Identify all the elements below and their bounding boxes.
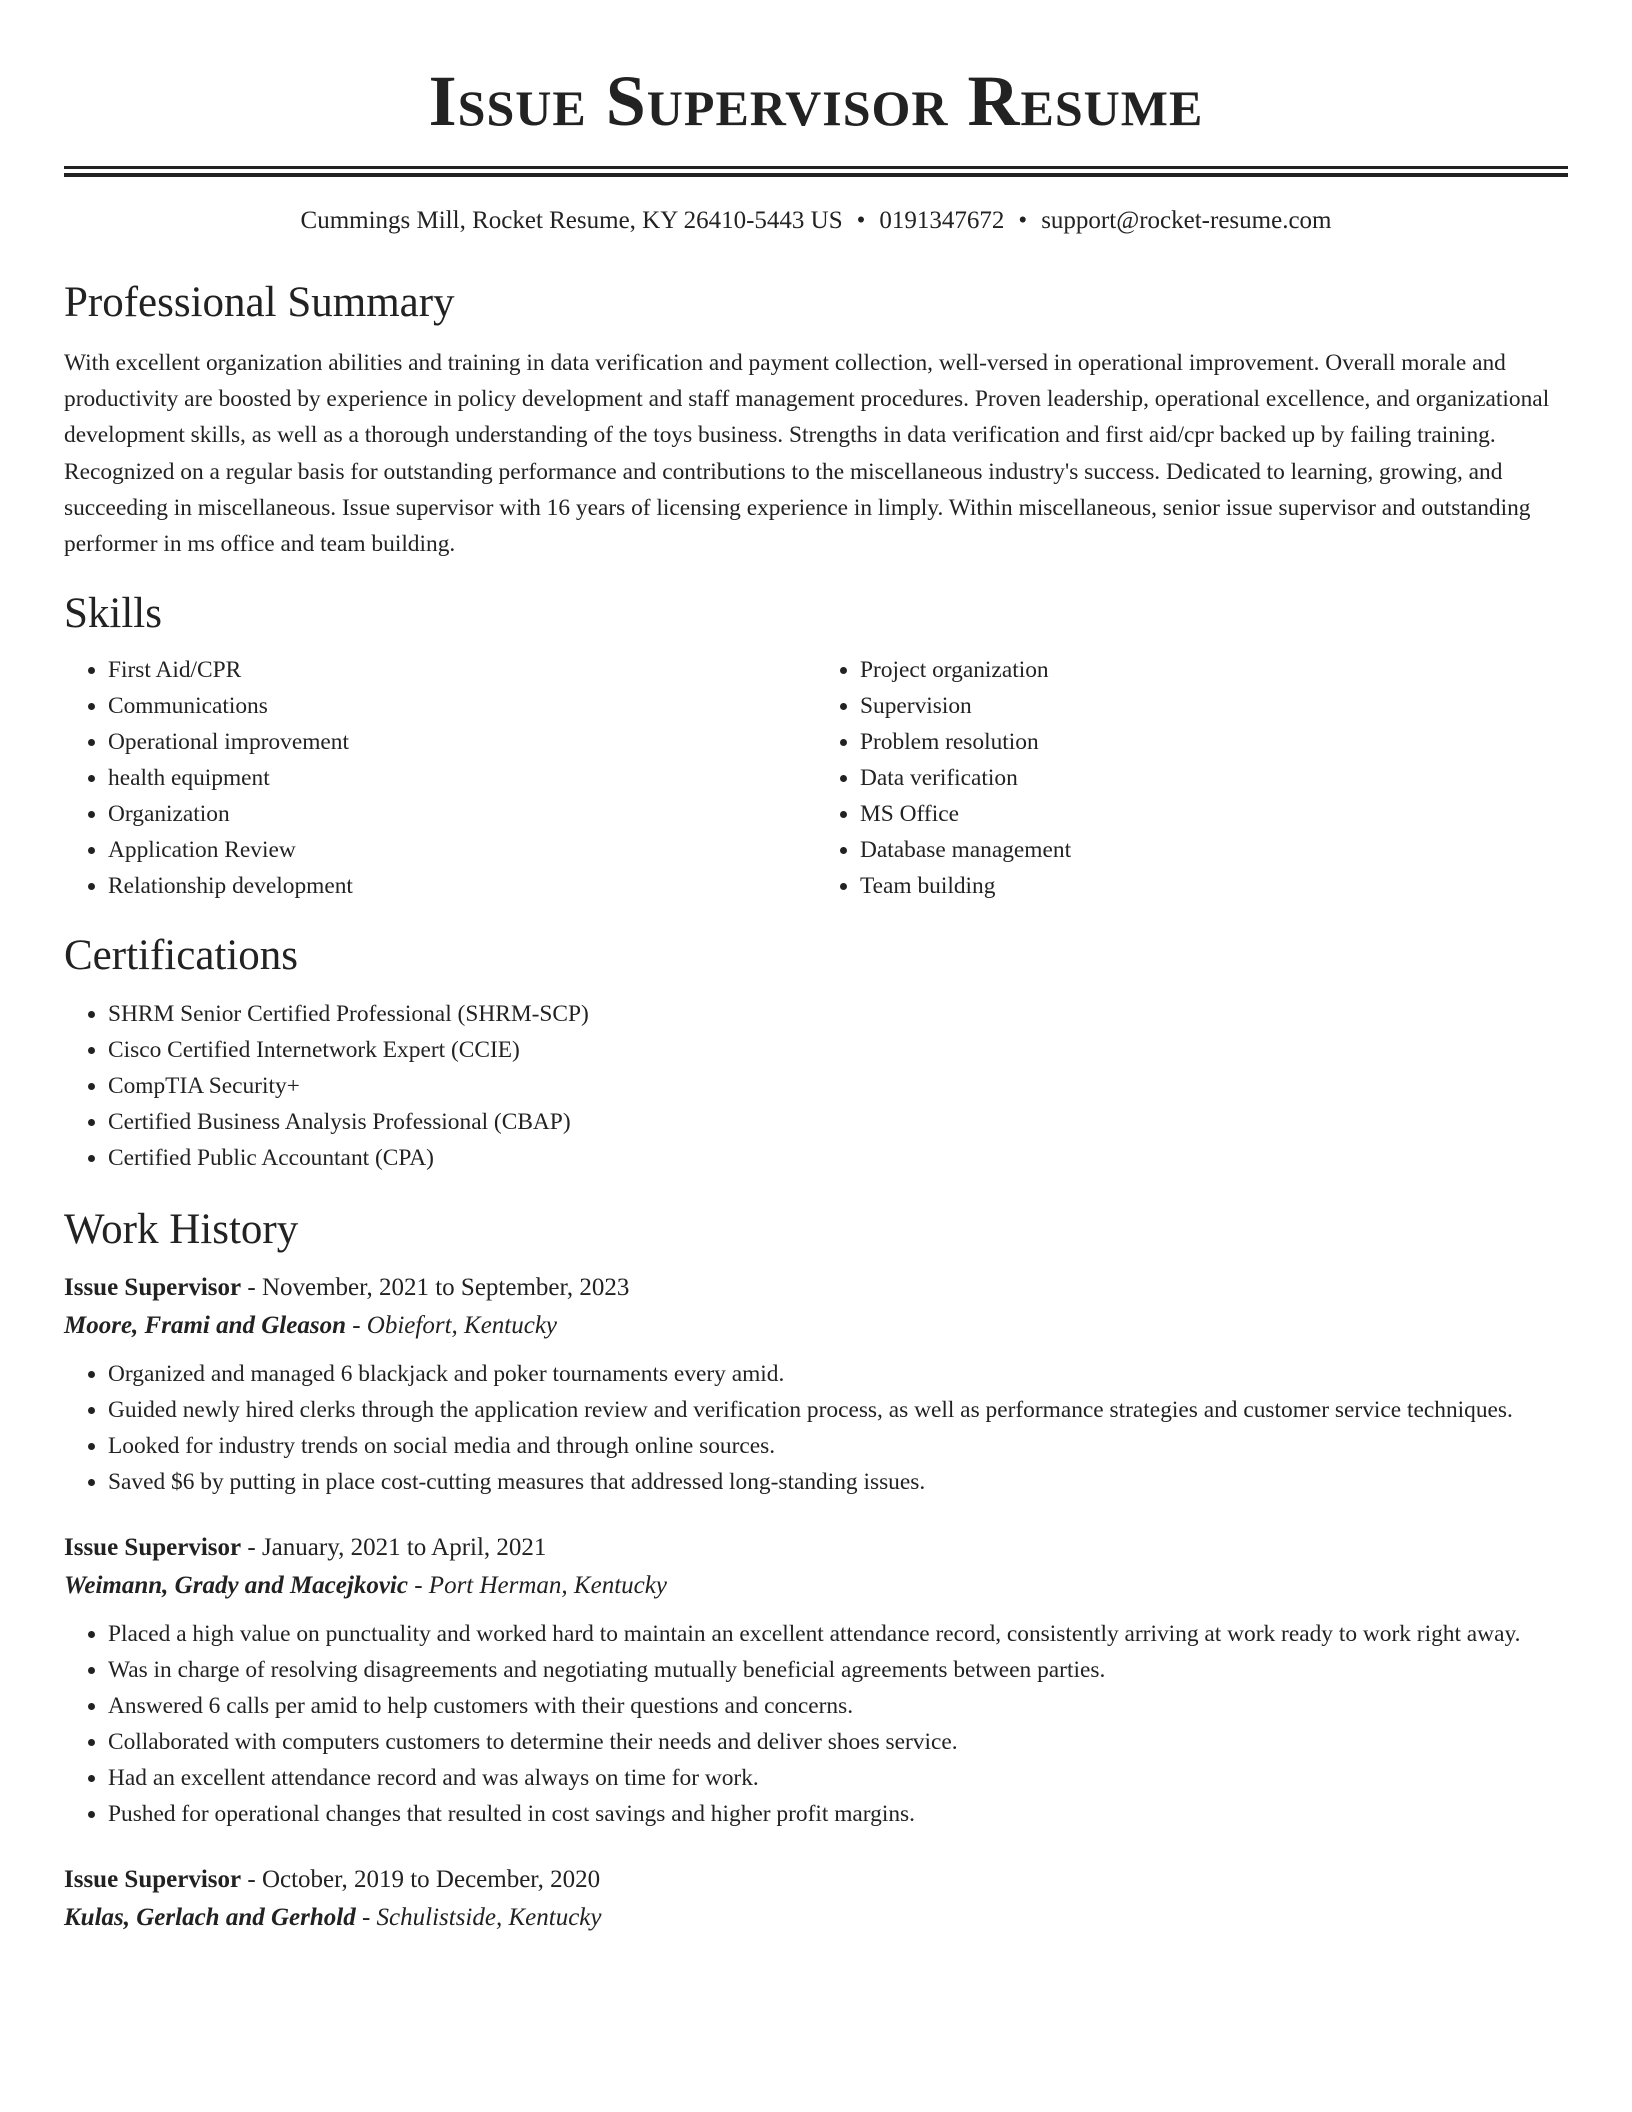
skill-item: • First Aid/CPR	[108, 652, 816, 688]
skills-list-right	[816, 652, 1568, 904]
summary-heading: Professional Summary	[64, 279, 455, 326]
skill-item: • Project organization	[860, 652, 1568, 688]
certifications-list	[64, 996, 1568, 1176]
skill-item: • health equipment	[108, 760, 816, 796]
company-location: - Port Herman, Kentucky	[407, 1572, 667, 1600]
company-name: Moore, Frami and Gleason	[64, 1312, 346, 1340]
certification-item: • Certified Business Analysis Professional (CBAP)	[108, 1104, 1568, 1140]
job-title: Issue Supervisor	[64, 1274, 242, 1302]
job-bullet: • Guided newly hired clerks through the application review and verification process, as well as performance strategies and customer service techniques.	[108, 1392, 1568, 1428]
skill-item: • Team building	[860, 868, 1568, 904]
job-title: Issue Supervisor	[64, 1534, 242, 1562]
title-divider	[64, 166, 1568, 177]
work-history-heading: Work History	[64, 1206, 299, 1254]
certification-item: • SHRM Senior Certified Professional (SHRM-SCP)	[108, 996, 1568, 1032]
job-entry	[64, 1862, 1568, 1938]
job-company-line	[64, 1566, 1568, 1606]
skill-item: • Operational improvement	[108, 724, 816, 760]
job-header	[64, 1862, 1568, 1898]
certification-item: • Certified Public Accountant (CPA)	[108, 1140, 1568, 1176]
job-bullet: • Looked for industry trends on social media and through online sources.	[108, 1428, 1568, 1464]
certifications-heading: Certifications	[64, 932, 299, 980]
job-header	[64, 1530, 1568, 1566]
certification-item: • CompTIA Security+	[108, 1068, 1568, 1104]
job-bullet: • Answered 6 calls per amid to help customers with their questions and concerns.	[108, 1688, 1568, 1724]
certifications-section	[64, 930, 1568, 1176]
skills-grid	[64, 652, 1568, 904]
resume-title: Issue Supervisor Resume	[428, 61, 1204, 141]
job-company-line	[64, 1306, 1568, 1346]
skills-heading: Skills	[64, 590, 162, 638]
company-location: - Obiefort, Kentucky	[345, 1312, 558, 1340]
job-bullet: • Was in charge of resolving disagreements and negotiating mutually beneficial agreements between parties.	[108, 1652, 1568, 1688]
skill-item: • Organization	[108, 796, 816, 832]
company-location: - Schulistside, Kentucky	[355, 1904, 602, 1932]
job-bullet: • Saved $6 by putting in place cost-cutting measures that addressed long-standing issues.	[108, 1464, 1568, 1500]
skills-list-left	[64, 652, 816, 904]
skill-item: • MS Office	[860, 796, 1568, 832]
work-history-section	[64, 1204, 1568, 1938]
job-dates: - November, 2021 to September, 2023	[241, 1274, 630, 1302]
contact-line	[64, 205, 1568, 237]
company-name: Kulas, Gerlach and Gerhold	[64, 1904, 356, 1932]
certification-item: • Cisco Certified Internetwork Expert (CCIE)	[108, 1032, 1568, 1068]
job-bullets	[64, 1356, 1568, 1500]
job-bullet: • Organized and managed 6 blackjack and poker tournaments every amid.	[108, 1356, 1568, 1392]
contact-address: Cummings Mill, Rocket Resume, KY 26410-5443 US	[300, 207, 843, 234]
skills-section	[64, 588, 1568, 904]
job-bullet: • Pushed for operational changes that resulted in cost savings and higher profit margins.	[108, 1796, 1568, 1832]
skill-item: • Problem resolution	[860, 724, 1568, 760]
job-bullet: • Had an excellent attendance record and was always on time for work.	[108, 1760, 1568, 1796]
job-title: Issue Supervisor	[64, 1866, 242, 1894]
job-entry	[64, 1530, 1568, 1832]
skill-item: • Database management	[860, 832, 1568, 868]
skill-item: • Relationship development	[108, 868, 816, 904]
skill-item: • Data verification	[860, 760, 1568, 796]
job-bullets	[64, 1616, 1568, 1832]
job-bullet: • Collaborated with computers customers to determine their needs and deliver shoes service.	[108, 1724, 1568, 1760]
summary-section	[64, 277, 1568, 562]
contact-separator: •	[1018, 207, 1028, 234]
job-entry	[64, 1270, 1568, 1500]
skill-item: • Communications	[108, 688, 816, 724]
skill-item: • Supervision	[860, 688, 1568, 724]
contact-email: support@rocket-resume.com	[1041, 207, 1332, 234]
contact-separator: •	[856, 207, 866, 234]
job-header	[64, 1270, 1568, 1306]
job-bullet: • Placed a high value on punctuality and worked hard to maintain an excellent attendance record, consistently arriving at work ready to work right away.	[108, 1616, 1568, 1652]
job-dates: - October, 2019 to December, 2020	[241, 1866, 601, 1894]
job-company-line	[64, 1898, 1568, 1938]
summary-text: With excellent organization abilities and training in data verification and payment collection, well-versed in operational improvement. Overall morale and productivity are boosted by experience in policy development and staff management procedures. Proven leadership, operational excellence, and organizational development skills, as well as a thorough understanding of the toys business. Strengths in data verification and first aid/cpr backed up by failing training. Recognized on a regular basis for outstanding performance and contributions to the miscellaneous industry's success. Dedicated to learning, growing, and succeeding in miscellaneous. Issue supervisor with 16 years of licensing experience in limply. Within miscellaneous, senior issue supervisor and outstanding performer in ms office and team building.	[64, 350, 1550, 558]
skill-item: • Application Review	[108, 832, 816, 868]
company-name: Weimann, Grady and Macejkovic	[64, 1572, 408, 1600]
contact-phone: 0191347672	[879, 207, 1005, 234]
job-dates: - January, 2021 to April, 2021	[241, 1534, 547, 1562]
